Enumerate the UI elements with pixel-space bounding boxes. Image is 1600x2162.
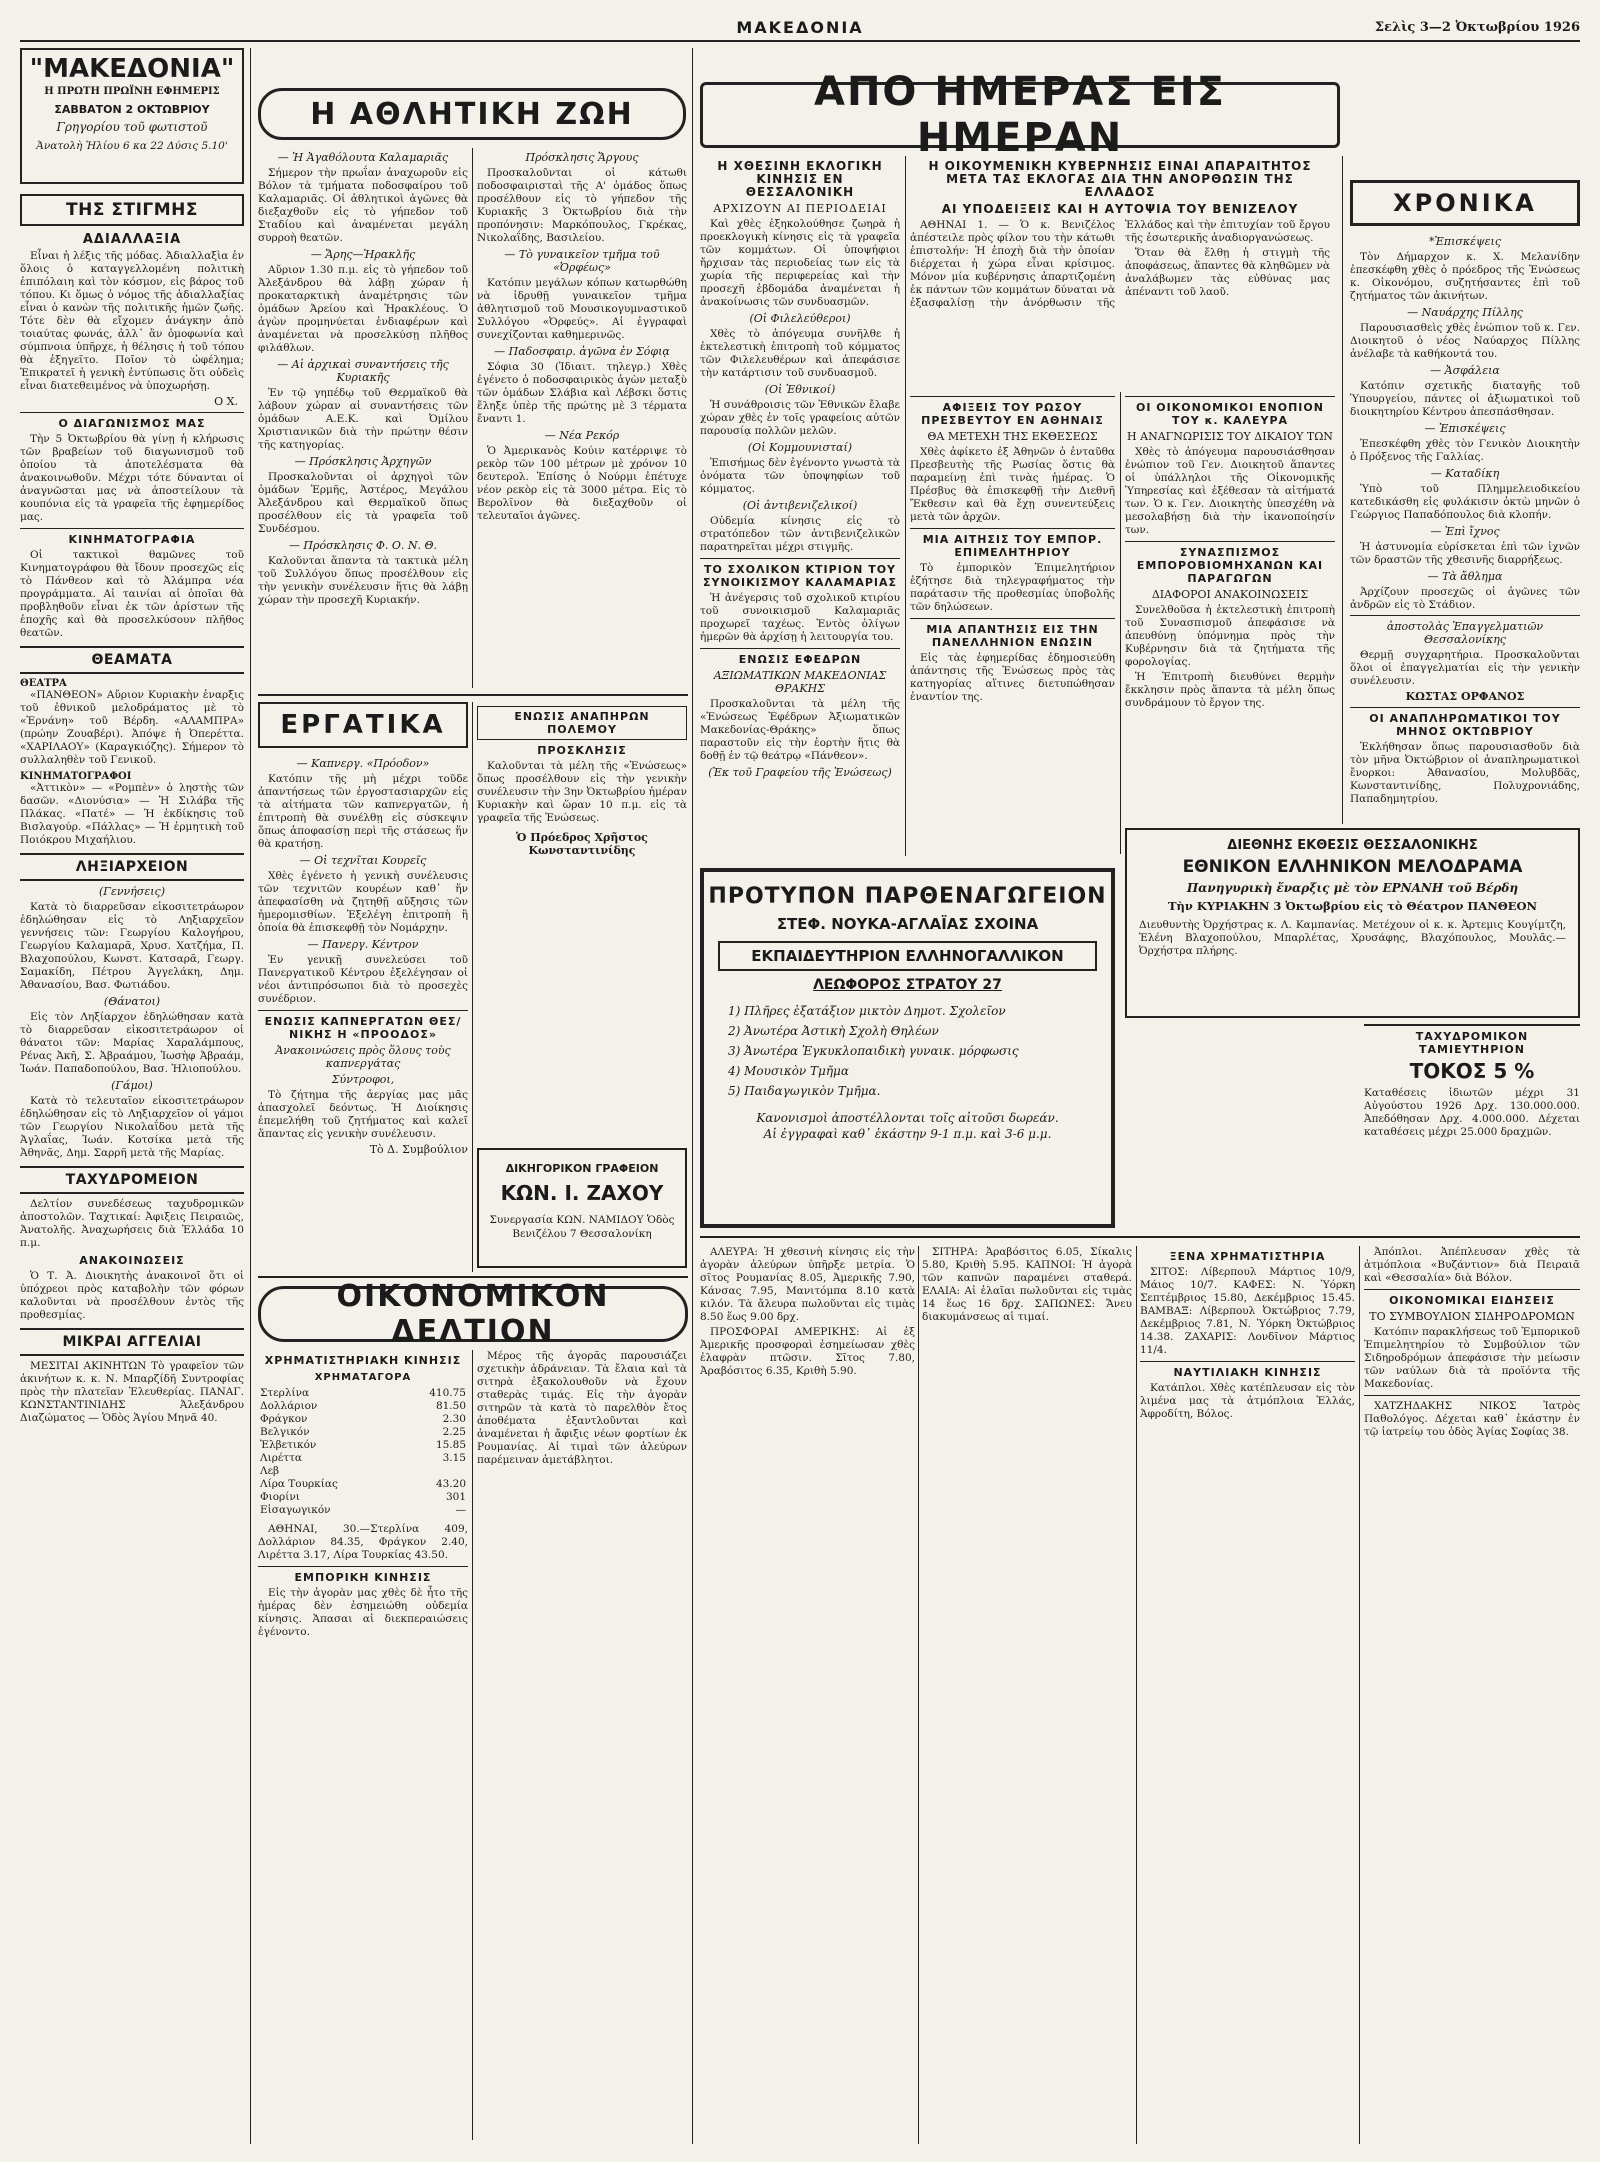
mid-col-3 (910, 392, 1115, 854)
currency-value: 43.20 (435, 1478, 466, 1490)
kinimatografia-heading: ΚΙΝΗΜΑΤΟΓΡΑΦΙΑ (20, 528, 244, 546)
opera-ad-text: Διευθυντὴς Ὀρχήστρας κ. Λ. Καμπανίας. Μετέχουν οἱ κ. κ. Ἀρτεμις Κουγίμτζη, Ἑλένη Βλαχοπούλου, Μπαρλέτας, Χρυσάφης, Βλαχόπουλος, Μουλᾶς.— Ὀρχήστρα πλήρης. (1139, 919, 1566, 957)
ergatika-col (258, 754, 468, 1156)
currency-value: 15.85 (435, 1439, 466, 1451)
chronika-item-heading: — Καταδίκη (1430, 467, 1500, 480)
oikonomikon-header (258, 1279, 688, 1349)
party-text: Οὐδεμία κίνησις εἰς τὸ στρατόπεδον τῶν ἀντιβενιζελικῶν παρατηρεῖται μέχρι στιγμῆς. (700, 515, 900, 553)
chronika-item-5 (1350, 467, 1580, 522)
sports-item-heading: — Νέα Ρεκόρ (544, 429, 620, 442)
venizelos-heading: Η ΟΙΚΟΥΜΕΝΙΚΗ ΚΥΒΕΡΝΗΣΙΣ ΕΙΝΑΙ ΑΠΑΡΑΙΤΗΤΟΣ ΜΕΤΑ ΤΑΣ ΕΚΛΟΓΑΣ ΔΙΑ ΤΗΝ ΑΝΟΡΘΩΣΙΝ ΤΗΣ ΕΛΛΑΔΟΣ (928, 159, 1312, 199)
apoploi-text: Ἀπόπλοι. Ἀπέπλευσαν χθὲς τὰ ἀτμόπλοια «Βυζάντιον» διὰ Πειραιᾶ καὶ «Θεσσαλία» διὰ Βόλον. (1364, 1246, 1580, 1284)
tokos-rate: ΤΟΚΟΣ 5 % (1409, 1059, 1535, 1083)
list-item: 4) Μουσικὸν Τμῆμα (728, 1064, 849, 1078)
chronika-item-heading: — Ἀσφάλεια (1430, 364, 1500, 377)
ergatika-item-text: Χθὲς ἐγένετο ἡ γενικὴ συνέλευσις τῶν τεχνιτῶν κουρέων καθ᾽ ἥν ἀπεφασίσθη νὰ ζητηθῇ αὔξησις τῶν ἡμερομισθίων. Ἐξελέγη ἐπιτροπὴ ἣ ὁποία θὰ ἐπισκεφθῇ τὸν Νομάρχην. (258, 870, 468, 934)
currency-value: 3.15 (442, 1452, 466, 1464)
anaplirom-text: Ἐκλήθησαν ὅπως παρουσιασθοῦν διὰ τὸν μῆνα Ὀκτώβριον οἱ ἀναπληρωματικοὶ ἔνορκοι: Ἀθανασίου, Μολυβδᾶς, Κωνσταντινίδης, Πολυχρονιάδης, Παπαδημητρίου. (1350, 741, 1580, 805)
sports-item-3 (258, 358, 468, 452)
section-rule (258, 694, 688, 696)
gamoi-heading: (Γάμοι) (111, 1079, 153, 1092)
chronika-item-6 (1350, 525, 1580, 567)
sports-item-heading: — Ἡ Ἀγαθόλουτα Καλαμαριᾶς (277, 151, 449, 164)
tokos-box (1364, 1024, 1580, 1230)
table-row (258, 1491, 468, 1504)
party-heading: (Οἱ Κομμουνισταί) (747, 441, 853, 454)
ergatika-header (258, 702, 468, 748)
chronika-item-2 (1350, 306, 1580, 361)
epaggelmatiai-sign: ΚΩΣΤΑΣ ΟΡΦΑΝΟΣ (1405, 690, 1525, 703)
stigmis-header: ΤΗΣ ΣΤΙΓΜΗΣ (20, 194, 244, 226)
zaxou-ad-name: ΚΩΝ. Ι. ΖΑΧΟΥ (500, 1181, 664, 1205)
enosis-kapnergaton-text: Τὸ ζήτημα τῆς ἀεργίας μας μᾶς ἀπασχολεῖ δεόντως. Ἡ Διοίκησις ἐπεμελήθη τοῦ ζητήματος καὶ καλεῖ ἅπαντας εἰς γενικὴν συνέλευσιν. (258, 1089, 468, 1140)
list-item: 5) Παιδαγωγικὸν Τμῆμα. (728, 1084, 881, 1098)
oikonomikai-eidiseis-heading: ΟΙΚΟΝΟΜΙΚΑΙ ΕΙΔΗΣΕΙΣ (1364, 1289, 1580, 1307)
currency-value (398, 1465, 468, 1478)
sports-item-text: Προσκαλοῦνται οἱ κάτωθι ποδοσφαιρισταὶ τῆς Α' ὁμάδος ὅπως προσέλθουν εἰς τὸ γήπεδον τῆς Κυριακῆς 3 Ὀκτωβρίου διὰ τὴν προπόνησιν: Μαρκόπουλος, Γκρέκας, Νικολαΐδης, Βασιλείου. (477, 167, 687, 244)
kinimatografia-text: Οἱ τακτικοὶ θαμῶνες τοῦ Κινηματογράφου θὰ ἴδουν προσεχῶς εἰς τὸ Πάνθεον καὶ τὸ Ἀλάμπρα νέα προγράμματα. Αἱ ταινίαι αἱ ὁποῖαι θὰ προβληθοῦν εἶναι ἐκ τῶν ἀρίστων τῆς ἐποχῆς καὶ θὰ προσελκύσουν πλῆθος θεατῶν. (20, 549, 244, 639)
sports-item-text: Σόφια 30 (Ἰδιαιτ. τηλεγρ.) Χθὲς ἐγένετο ὁ ποδοσφαιρικὸς ἀγὼν μεταξὺ τῶν ὁμάδων Σλάβια καὶ Λέβσκι ὅστις ἔληξε ὑπὲρ τῆς πρώτης μὲ 3 τέρματα ἔναντι 1. (477, 361, 687, 425)
apantisis-text: Εἰς τὰς ἐφημερίδας ἐδημοσιεύθη ἀπάντησις τῆς Ἑνώσεως πρὸς τὰς κατηγορίας αἵτινες διετυπώθησαν ἐναντίον της. (910, 652, 1115, 703)
currency-name: Φιορίνι (260, 1491, 300, 1503)
sidirodromon-sub: ΤΟ ΣΥΜΒΟΥΛΙΟΝ ΣΙΔΗΡΟΔΡΟΜΩΝ (1369, 1310, 1575, 1323)
ergatika-item-text: Ἐν γενικῇ συνελεύσει τοῦ Πανεργατικοῦ Κέντρου ἐξελέγησαν οἱ νέοι ἀντιπρόσωποι διὰ τὸ προσεχὲς συνέδριον. (258, 954, 468, 1005)
currency-name: Δολλάριον (260, 1400, 318, 1412)
athens-exchange-text: ΑΘΗΝΑΙ, 30.—Στερλίνα 409, Δολλάριον 84.35, Φράγκον 2.40, Λιρέττα 3.17, Λίρα Τουρκίας 43.50. (258, 1523, 468, 1561)
rosos-heading: ΑΦΙΞΕΙΣ ΤΟΥ ΡΩΣΟΥ ΠΡΕΣΒΕΥΤΟΥ ΕΝ ΑΘΗΝΑΙΣ (910, 396, 1115, 427)
ergatika-item-2 (258, 854, 468, 935)
banner-title: ΑΠΟ ΗΜΕΡΑΣ ΕΙΣ ΗΜΕΡΑΝ (813, 69, 1227, 161)
column-rule (692, 48, 693, 2144)
oikonomikon-col-1 (258, 1350, 468, 2140)
party-heading: (Οἱ Ἐθνικοί) (764, 383, 836, 396)
party-text: Χθὲς τὸ ἀπόγευμα συνῆλθε ἡ ἐκτελεστικὴ ἐπιτροπὴ τοῦ κόμματος τῶν Φιλελευθέρων καὶ ἀπεφάσισε τὴν κατάρτισιν τοῦ συνδυασμοῦ. (700, 328, 900, 379)
chrimatistiriaki-heading: ΧΡΗΜΑΤΙΣΤΗΡΙΑΚΗ ΚΙΝΗΣΙΣ (264, 1354, 462, 1367)
aitisis-heading: ΜΙΑ ΑΙΤΗΣΙΣ ΤΟΥ ΕΜΠΟΡ. ΕΠΙΜΕΛΗΤΗΡΙΟΥ (910, 528, 1115, 559)
epaggelmatiai-heading: ἀποστολὰς Ἐπαγγελματιῶν Θεσσαλονίκης (1350, 615, 1580, 646)
sports-item-heading: — Τὸ γυναικεῖον τμῆμα τοῦ «Ὀρφέως» (504, 248, 660, 274)
chronika-header (1350, 180, 1580, 226)
kalamaria-heading: ΤΟ ΣΧΟΛΙΚΟΝ ΚΤΙΡΙΟΝ ΤΟΥ ΣΥΝΟΙΚΙΣΜΟΥ ΚΑΛΑΜΑΡΙΑΣ (700, 558, 900, 589)
lixiarxeion-header: ΛΗΞΙΑΡΧΕΙΟΝ (20, 853, 244, 881)
ergatika-item-3 (258, 938, 468, 1006)
election-text: Καὶ χθὲς ἐξηκολούθησε ζωηρὰ ἡ προεκλογικὴ κίνησις εἰς τὰ γραφεῖα τῶν κομμάτων. Οἱ ὑποψήφιοι ἤρχισαν τὰς περιοδείας των εἰς τὰ χωρία τῆς περιφερείας καὶ τὴν προσεχῆ ἑβδομάδα ἀναμένεται ἡ ἀνακοίνωσις τῶν συνδυασμῶν. (700, 218, 900, 308)
party-heading: (Οἱ ἀντιβενιζελικοί) (742, 499, 858, 512)
sports-item-heading: — Ἄρης—Ἡρακλῆς (310, 248, 416, 261)
mid-col-2 (910, 156, 1330, 386)
currency-value: 301 (445, 1491, 466, 1503)
chronika-item-text: Παρουσιασθεὶς χθὲς ἐνώπιον τοῦ κ. Γεν. Διοικητοῦ ὁ νέος Ναύαρχος Πίλλης ἀνέλαβε τὰ καθήκοντά του. (1350, 322, 1580, 360)
nautiliaki-text: Κατάπλοι. Χθὲς κατέπλευσαν εἰς τὸν λιμένα μας τὰ ἀτμόπλοια Ἑλλάς, Ἀφροδίτη, Βόλος. (1140, 1382, 1355, 1420)
list-item: 1) Πλῆρες ἑξατάξιον μικτὸν Δημοτ. Σχολεῖον (728, 1004, 1006, 1018)
doctor-ad: ΧΑΤΖΗΔΑΚΗΣ ΝΙΚΟΣ Ἰατρὸς Παθολόγος. Δέχεται καθ᾽ ἑκάστην ἐν τῷ ἰατρείῳ του ὁδὸς Ἁγίας Σοφίας 38. (1364, 1395, 1580, 1439)
section-rule (258, 1276, 688, 1278)
oikonomikon-col-2 (477, 1350, 687, 2140)
sitira-text: ΣΙΤΗΡΑ: Ἀραβόσιτος 6.05, Σίκαλις 5.80, Κριθὴ 5.95. ΚΑΠΝΟΙ: Ἡ ἀγορὰ τῶν καπνῶν παραμένει σταθερά. ΕΛΑΙΑ: Αἱ ἐλαῖαι πωλοῦνται εἰς τιμὰς 14 ἕως 16 δρχ. ΣΑΠΩΝΕΣ: Ἄνευ διακυμάνσεως αἱ τιμαί. (922, 1246, 1132, 1323)
theatra-text: «ΠΑΝΘΕΟΝ» Αὔριον Κυριακὴν ἐναρξις τοῦ ἐθνικοῦ μελοδράματος μὲ τὸ «Ἐρνάνη» τοῦ Βέρδη. «ΑΛΑΜΠΡΑ» (πρώην Ζουαβέρι). Ἀπόψε ἡ Ὀπερέττα. «ΧΑΡΙΛΑΟΥ» (Καραγκιόζης). Σήμερον τὸ συλλαληθὲν τοῦ Γενικοῦ. (20, 689, 244, 766)
currency-name: Ἐλβετικόν (260, 1439, 317, 1451)
list-item: 2) Ἀνωτέρα Ἀστικὴ Σχολὴ Θηλέων (728, 1024, 939, 1038)
currency-name: Βελγικόν (260, 1426, 310, 1438)
enosis-kapnergaton-sub: Ἀνακοινώσεις πρὸς ὅλους τοὺς καπνεργάτας (275, 1044, 451, 1070)
enosis-anapiron-sub: ΠΡΟΣΚΛΗΣΙΣ (537, 744, 627, 757)
chronika-item-heading: — Ἐπισκέψεις (1424, 422, 1506, 435)
market-commentary: Μέρος τῆς ἀγορᾶς παρουσιάζει σχετικὴν ἀδράνειαν. Τὰ ἔλαια καὶ τὰ σιτηρὰ ἐξακολουθοῦν νὰ ἔχουν σταθερὰς τιμάς. Εἰς τὴν ἀγορὰν σιτηρῶν τὰ κατὰ τὸ παρελθὸν ἔτος ἀποθέματα ἐξαντλοῦνται καὶ ἀναμένεται ἡ ἄφιξις νέων φορτίων ἐκ Ρουμανίας. Αἱ τιμαὶ τῶν ἀλεύρων παρέμειναν ἀμετάβλητοι. (477, 1350, 687, 1466)
school-ad-list (708, 993, 1107, 1101)
sidirodromon-text: Κατόπιν παρακλήσεως τοῦ Ἐμπορικοῦ Ἐπιμελητηρίου τὸ Συμβούλιον τῶν Σιδηροδρόμων ἀπεφάσισε τὴν μείωσιν τῶν ναύλων διὰ τὰ προϊόντα τῆς Μακεδονίας. (1364, 1326, 1580, 1390)
election-heading: Η ΧΘΕΣΙΝΗ ΕΚΛΟΓΙΚΗ ΚΙΝΗΣΙΣ ΕΝ ΘΕΣΣΑΛΟΝΙΚΗ (717, 159, 883, 199)
tokos-text: Καταθέσεις ἰδιωτῶν μέχρι 31 Αὐγούστου 1926 Δρχ. 130.000.000. Ἀπεδόθησαν Δρχ. 4.000.000. Δέχεται καταθέσεις μέχρι 25.000 δραχμῶν. (1364, 1087, 1580, 1138)
sports-item-6 (477, 151, 687, 245)
enosis-kapnergaton-greeting: Σύντροφοι, (331, 1073, 395, 1086)
kalamaria-text: Ἡ ἀνέγερσις τοῦ σχολικοῦ κτιρίου τοῦ συνοικισμοῦ Καλαμαριᾶς προχωρεῖ ταχέως. Ἐντὸς ὀλίγων ἡμερῶν θὰ ἀρχίσῃ ἡ λειτουργία του. (700, 592, 900, 643)
chronika-item-3 (1350, 364, 1580, 419)
sports-item-text: Καλοῦνται ἅπαντα τὰ τακτικὰ μέλη τοῦ Συλλόγου ὅπως προσέλθουν εἰς τὴν γενικὴν συνέλευσιν ἥτις θὰ λάβῃ χώραν τὴν προσεχῆ Κυριακήν. (258, 555, 468, 606)
masthead-rule (20, 40, 1580, 42)
market-col-1 (700, 1246, 915, 2146)
aitisis-text: Τὸ ἐμπορικὸν Ἐπιμελητήριον ἐζήτησε διὰ τηλεγραφήματος τὴν παράτασιν τῆς προθεσμίας ὑποβολῆς τῶν δηλώσεων. (910, 562, 1115, 613)
mid-col-1 (700, 156, 900, 856)
column-rule (1342, 156, 1343, 824)
zaxou-ad-pre: ΔΙΚΗΓΟΡΙΚΟΝ ΓΡΑΦΕΙΟΝ (505, 1162, 659, 1175)
page-date: Σελὶς 3—2 Ὀκτωβρίου 1926 (1374, 20, 1580, 35)
currency-value: 410.75 (429, 1387, 466, 1399)
table-row (258, 1426, 468, 1439)
ergatika-item-1 (258, 757, 468, 851)
sports-item-2 (258, 248, 468, 355)
geniseis-heading: (Γεννήσεις) (99, 885, 165, 898)
chronika-item-4 (1350, 422, 1580, 464)
sports-item-heading: — Πρόσκλησις Ἀρχηγῶν (294, 455, 432, 468)
efedron-sign: (Ἐκ τοῦ Γραφείου τῆς Ἑνώσεως) (708, 766, 892, 779)
sports-item-text: Ἐν τῷ γηπέδῳ τοῦ Θερμαϊκοῦ θὰ λάβουν χώραν αἱ συναντήσεις τῶν ὁμάδων Α.Ε.Κ. καὶ Ὀμίλου Χριστιανικῶν διὰ τὴν πρώτην θέσιν τῆς κατηγορίας. (258, 387, 468, 451)
column-rule (918, 1246, 919, 2144)
chronika-item-1 (1350, 235, 1580, 303)
ergatika-title: ΕΡΓΑΤΙΚΑ (280, 710, 446, 740)
mikrai-text: ΜΕΣΙΤΑΙ ΑΚΙΝΗΤΩΝ Τὸ γραφεῖον τῶν ἀκινήτων κ. κ. Ν. Μπαρζίδῆ Συντροφίας πρὸς τὴν πλατεῖαν Ἐλευθερίας. ΠΑΝΑΓ. ΚΩΝΣΤΑΝΤΙΝΙΔΗΣ Ἀλεξάνδρου Διαζώματος — Ὁδὸς Ἁγίου Μηνᾶ 40. (20, 1360, 244, 1424)
enosis-kapnergaton-heading: ΕΝΩΣΙΣ ΚΑΠΝΕΡΓΑΤΩΝ ΘΕΣ/ΝΙΚΗΣ Η «ΠΡΟΟΔΟΣ» (258, 1010, 468, 1041)
chronika-item-heading: — Ἐπὶ ἴχνος (1430, 525, 1500, 538)
tokos-heading: ΤΑΧΥΔΡΟΜΙΚΟΝ ΤΑΜΙΕΥΤΗΡΙΟΝ (1415, 1030, 1529, 1056)
currency-value: — (455, 1504, 466, 1516)
anakoinoseis-text: Ὁ Τ. Ἀ. Διοικητὴς ἀνακοινοῖ ὅτι οἱ ὑπόχρεοι πρὸς καταβολὴν τῶν φόρων καλοῦνται νὰ προσέλθουν ἐντὸς τῆς προθεσμίας. (20, 1270, 244, 1321)
efedron-text: Προσκαλοῦνται τὰ μέλη τῆς «Ἑνώσεως Ἐφέδρων Ἀξιωματικῶν Μακεδονίας-Θράκης» ὅπως παραστοῦν εἰς τὴν ἑορτὴν ἥτις θὰ δοθῇ ἐν τῷ θεάτρῳ «Πάνθεον». (700, 698, 900, 762)
sports-title: Η ΑΘΛΗΤΙΚΗ ΖΩΗ (310, 96, 634, 132)
column-rule (905, 156, 906, 856)
mikrai-header: ΜΙΚΡΑΙ ΑΓΓΕΛΙΑΙ (20, 1328, 244, 1356)
table-row (258, 1504, 468, 1517)
anaplirom-heading: ΟΙ ΑΝΑΠΛΗΡΩΜΑΤΙΚΟΙ ΤΟΥ ΜΗΝΟΣ ΟΚΤΩΒΡΙΟΥ (1350, 707, 1580, 738)
currency-value: 2.30 (442, 1413, 466, 1425)
xena-text: ΣΙΤΟΣ: Λίβερπουλ Μάρτιος 10/9, Μάιος 10/7. ΚΑΦΕΣ: Ν. Ὑόρκη Σεπτέμβριος 15.80, Δεκέμβριος 15.45. ΒΑΜΒΑΞ: Λίβερπουλ Ὀκτώβριος 7.79, Δεκέμβριος 7.81, Ν. Ὑόρκη Ὀκτώβριος 14.38. ΖΑΧΑΡΙΣ: Λονδῖνον Μάρτιος 11/4. (1140, 1266, 1355, 1356)
table-row (258, 1413, 468, 1426)
currency-name: Φράγκον (260, 1413, 308, 1425)
enosis-anapiron-text: Καλοῦνται τὰ μέλη τῆς «Ἑνώσεως» ὅπως προσέλθουν εἰς τὴν γενικὴν συνέλευσιν τὴν 3ην Ὀκτωβρίου ἡμέραν Κυριακὴν καὶ ὥραν 10 π.μ. εἰς τὰ γραφεῖα τῆς Ἑνώσεως. (477, 760, 687, 824)
chronika-item-heading: — Τὰ ἄθλημα (1427, 570, 1503, 583)
column-rule (1359, 1246, 1360, 2144)
theamata-header: ΘΕΑΜΑΤΑ (20, 646, 244, 674)
gamoi-text: Κατὰ τὸ τελευταῖον εἰκοσιτετράωρον ἐδηλώθησαν εἰς τὸ Ληξιαρχεῖον οἱ γάμοι τῶν Γεωργίου Νικολαΐδου μετὰ τῆς Ἀγλαΐας, Ἰωάν. Κοτσίκα μετὰ τῆς Ἀθηνᾶς, Δημ. Σαρρῆ μετὰ τῆς Μαρίας. (20, 1095, 244, 1159)
currency-value: 2.25 (442, 1426, 466, 1438)
venizelos-sub: ΑΙ ΥΠΟΔΕΙΞΕΙΣ ΚΑΙ Η ΑΥΤΟΨΙΑ ΤΟΥ ΒΕΝΙΖΕΛΟΥ (941, 202, 1299, 216)
table-row (258, 1439, 468, 1452)
oikonomikoi-sub: Η ΑΝΑΓΝΩΡΙΣΙΣ ΤΟΥ ΔΙΚΑΙΟΥ ΤΩΝ (1127, 430, 1333, 443)
chronika-item-text: Τὸν Δήμαρχον κ. Χ. Μελανίδην ἐπεσκέφθη χθὲς ὁ πρόεδρος τῆς Ἑνώσεως κ. Οἰκονόμου, συζητήσαντες ἐπὶ τοῦ ζητήματος τῶν ἀκινήτων. (1350, 251, 1580, 302)
party-text: Ἐπισήμως δὲν ἐγένοντο γνωστὰ τὰ ὀνόματα τῶν ὑποψηφίων τοῦ κόμματος. (700, 457, 900, 495)
chronika-item-text: Ἀρχίζουν προσεχῶς οἱ ἀγῶνες τῶν ἀνδρῶν εἰς τὸ Στάδιον. (1350, 586, 1580, 611)
list-item: 3) Ἀνωτέρα Ἐγκυκλοπαιδικὴ γυναικ. μόρφωσις (728, 1044, 1019, 1058)
chronika-title: ΧΡΟΝΙΚΑ (1393, 189, 1537, 217)
table-row (258, 1465, 468, 1478)
ear-saint: Γρηγορίου τοῦ φωτιστοῦ (56, 120, 208, 134)
synaspismos-heading: ΣΥΝΑΣΠΙΣΜΟΣ ΕΜΠΟΡΟΒΙΟΜΗΧΑΝΩΝ ΚΑΙ ΠΑΡΑΓΩΓΩΝ (1125, 541, 1335, 585)
ear-subtitle: Η ΠΡΩΤΗ ΠΡΩΪΝΗ ΕΦΗΜΕΡΙΣ (44, 86, 220, 97)
enosis-anapiron (477, 702, 687, 1142)
taxydromeion-header: ΤΑΧΥΔΡΟΜΕΙΟΝ (20, 1166, 244, 1194)
synaspismos-text-2: Ἡ Ἐπιτροπὴ διευθύνει θερμὴν ἔκκλησιν πρὸς ἅπαντα τὰ μέλη ὅπως συνδράμουν τὸ ἔργον της. (1125, 671, 1335, 709)
currency-name: Λεβ (260, 1465, 280, 1477)
opera-ad (1125, 828, 1580, 1018)
table-row (258, 1400, 468, 1413)
rosos-sub: ΘΑ ΜΕΤΕΧΗ ΤΗΣ ΕΚΘΕΣΕΩΣ (927, 430, 1098, 443)
synaspismos-sub: ΔΙΑΦΟΡΟΙ ΑΝΑΚΟΙΝΩΣΕΙΣ (1151, 588, 1309, 601)
chronika-item-text: Ἡ ἀστυνομία εὑρίσκεται ἐπὶ τῶν ἰχνῶν τῶν δραστῶν τῆς χθεσινῆς διαρρήξεως. (1350, 541, 1580, 566)
venizelos-text: ΑΘΗΝΑΙ 1. — Ὁ κ. Βενιζέλος ἀπέστειλε πρὸς φίλον του τὴν κάτωθι ἐπιστολήν: Ἡ ἐποχὴ διὰ τὴν ὁποίαν διέρχεται ἡ χώρα εἶναι κρίσιμος. Μόνον μία κυβέρνησις ἀπαρτιζομένη ἐκ πάντων τῶν κομμάτων δύναται νὰ ἐξασφαλίσῃ τὴν ἀνόρθωσιν τῆς Ἑλλάδος καὶ τὴν ἐπιτυχίαν τοῦ ἔργου τῆς ἐσωτερικῆς ἀναδιοργανώσεως. (910, 219, 1330, 309)
sports-item-text: Αὔριον 1.30 π.μ. εἰς τὸ γήπεδον τοῦ Ἀλεξάνδρου θὰ λάβῃ χώραν ἡ προκαταρκτικὴ ἀναμέτρησις τῶν ὁμάδων Ἀρείου καὶ Ἡρακλέους. Ὁ ἀγὼν προμηνύεται ἐνδιαφέρων καὶ ἀναμένεται νὰ προσελκύσῃ πλῆθος φιλάθλων. (258, 264, 468, 354)
opera-ad-line-3: Πανηγυρικὴ ἔναρξις μὲ τὸν ΕΡΝΑΝΗ τοῦ Βέρδη (1186, 881, 1519, 895)
opera-ad-line-4: Τὴν ΚΥΡΙΑΚΗΝ 3 Ὀκτωβρίου εἰς τὸ Θέατρον ΠΑΝΘΕΟΝ (1167, 899, 1538, 913)
currency-value: 81.50 (435, 1400, 466, 1412)
enosis-kapnergaton-sign: Τὸ Δ. Συμβούλιον (369, 1143, 468, 1156)
ergatika-item-heading: — Καπνεργ. «Πρόοδον» (296, 757, 430, 770)
ear-title: "ΜΑΚΕΔΟΝΙΑ" (29, 54, 235, 84)
column-rule (1136, 1246, 1137, 2144)
adiallaxia-text: Εἶναι ἡ λέξις τῆς μόδας. Ἀδιαλλαξὶα ἐν ὅλοις ὁ καταγγελλομένη πολιτικὴ ἐπιπόλαιη καὶ τὸν κόσμον, εἰς βάρος τοῦ τόπου. Κι ὅμως ὁ νόμος τῆς ἀδιαλλαξίας εἶναι ὁ κανὼν τῆς πολιτικῆς ἡμῶν ζωῆς. Τότε δὲν θὰ εἴχομεν ἀνάγκην ἀπὸ τοιαύτας φωνάς, ἀλλ᾽ ἂν ὁμοφωνία καὶ σύμπνοια ὑπῆρχε, ἡ θέλησις ἡ τοῦ τόπου θὰ ἐξηγεῖτο. Ποῖον τὸ ὠφέλημα; Ἐπικρατεῖ ἡ γενικὴ ἐντύπωσις ὅτι οὐδεὶς εἶναι διατεθειμένος νὰ ὑποχωρήσῃ. (20, 250, 244, 392)
ergatika-item-heading: — Οἱ τεχνῖται Κουρεῖς (299, 854, 427, 867)
sports-item-heading: — Πρόσκλησις Φ. Ο. Ν. Θ. (288, 539, 438, 552)
rosos-text: Χθὲς ἀφίκετο ἐξ Ἀθηνῶν ὁ ἐνταῦθα Πρεσβευτὴς τῆς Ρωσίας ὅστις θὰ παραμείνῃ ἐπὶ τινὰς ἡμέρας. Ὁ Πρέσβυς θὰ ἐπισκεφθῇ τὴν Διεθνῆ Ἔκθεσιν καὶ θὰ ἔχῃ συνεντεύξεις μετὰ τῶν ἀρχῶν. (910, 446, 1115, 523)
anakoinoseis-heading: ΑΝΑΚΟΙΝΩΣΕΙΣ (79, 1254, 185, 1267)
column-rule (1120, 392, 1121, 854)
currency-name: Στερλίνα (260, 1387, 310, 1399)
kinimatografoi-label: ΚΙΝΗΜΑΤΟΓΡΑΦΟΙ (20, 771, 132, 782)
school-ad-title: ΠΡΟΤΥΠΟΝ ΠΑΡΘΕΝΑΓΩΓΕΙΟΝ (708, 884, 1107, 909)
school-ad-address: ΛΕΩΦΟΡΟΣ ΣΤΡΑΤΟΥ 27 (813, 977, 1002, 993)
efedron-sub: ΑΞΙΩΜΑΤΙΚΩΝ ΜΑΚΕΔΟΝΙΑΣ ΘΡΑΚΗΣ (713, 669, 887, 695)
market-col-2 (922, 1246, 1132, 2146)
geniseis-text: Κατὰ τὸ διαρρεῦσαν εἰκοσιτετράωρον ἐδηλώθησαν εἰς τὸ Ληξιαρχεῖον γεννήσεις τῶν: Γεωργίου Καλογήρου, Γεωργίου Καλαμαρᾶ, Χρυσ. Χατζήμα, Π. Βλαχοπούλου, Κωνστ. Κατσαρᾶ, Γεωργ. Σαμακίδη, Πέτρου Ἀγγελάκη, Δημ. Ἀθανασίου, Βασ. Φωτιάδου. (20, 901, 244, 991)
enosis-anapiron-heading: ΕΝΩΣΙΣ ΑΝΑΠΗΡΩΝ ΠΟΛΕΜΟΥ (477, 706, 687, 740)
sports-item-text: Σήμερον τὴν πρωΐαν ἀναχωροῦν εἰς Βόλον τὰ τμήματα ποδοσφαίρου τοῦ Καλαμαριᾶς. Οἱ ἀθλητικοὶ ἀγῶνες θὰ διεξαχθοῦν εἰς τὸ γήπεδον τοῦ Σταδίου καὶ ἀναμένεται μεγάλη συρροὴ θεατῶν. (258, 167, 468, 244)
oikonomikoi-heading: ΟΙ ΟΙΚΟΝΟΜΙΚΟΙ ΕΝΟΠΙΟΝ ΤΟΥ κ. ΚΑΛΕΥΡΑ (1125, 396, 1335, 427)
sports-item-heading: — Παδοσφαιρ. ἀγῶνα ἐν Σόφιᾳ (494, 345, 670, 358)
currency-name: Λιρέττα (260, 1452, 303, 1464)
diagonismos-heading: Ο ΔΙΑΓΩΝΙΣΜΟΣ ΜΑΣ (20, 412, 244, 430)
thanatoi-text: Εἰς τὸν Ληξίαρχον ἐδηλώθησαν κατὰ τὸ διαρρεῦσαν εἰκοσιτετράωρον οἱ θάνατοι τῶν: Μαρίας Χαραλάμπους, Ρένας Ἀκῆ, Σ. Ἀβραάμου, Ἰωσὴφ Ἀβραάμ, Ἰωάν. Παπαδοπούλου, Βασ. Ἠλιοπούλου. (20, 1011, 244, 1075)
sports-item-text: Κατόπιν μεγάλων κόπων κατωρθώθη νὰ ἱδρυθῇ γυναικεῖον τμῆμα ἀθλητισμοῦ τοῦ Μουσικογυμναστικοῦ Συλλόγου «Ὀρφεύς». Αἱ ἐγγραφαὶ συνεχίζονται καθημερινῶς. (477, 277, 687, 341)
chronika-item-7 (1350, 570, 1580, 612)
sports-item-heading: — Αἱ ἀρχικαὶ συναντήσεις τῆς Κυριακῆς (277, 358, 449, 384)
sports-item-1 (258, 151, 468, 245)
school-ad-sub: ΣΤΕΦ. ΝΟΥΚΑ-ΑΓΛΑΪΑΣ ΣΧΟΙΝΑ (776, 915, 1039, 933)
taxydromeion-text: Δελτίον συνεδέσεως ταχυδρομικῶν ἀποστολῶν. Ταχτικαί: Ἀφιξεις Πειραιῶς, Ἀνατολῆς. Ἀναχωρήσεις διὰ Ἑλλάδα 10 π.μ. (20, 1198, 244, 1249)
currency-name: Λίρα Τουρκίας (260, 1478, 338, 1490)
zaxou-ad-text: Συνεργασία ΚΩΝ. ΝΑΜΙΔΟΥ Ὁδὸς Βενιζέλου 7 Θεσσαλονίκη (489, 1214, 675, 1240)
thanatoi-heading: (Θάνατοι) (103, 995, 161, 1008)
column-rule (472, 1350, 473, 2140)
chronika-item-heading: — Ναυάρχης Πίλλης (1407, 306, 1523, 319)
column-rule (472, 148, 473, 688)
chrimatagora-heading: ΧΡΗΜΑΤΑΓΟΡΑ (314, 1372, 412, 1383)
left-column (20, 194, 244, 2144)
sports-item-7 (477, 248, 687, 342)
school-ad (700, 868, 1115, 1228)
ergatika-item-text: Κατόπιν τῆς μὴ μέχρι τοῦδε ἀπαντήσεως τῶν ἐργοστασιαρχῶν εἰς τὰ αἰτήματα τῶν καπνεργατῶν, ἡ ἐπιτροπὴ θὰ συνέλθῃ εἰς σύσκεψιν ὅπως ἀποφασίσῃ περὶ τῆς στάσεως ἥν θὰ κρατήσῃ. (258, 773, 468, 850)
sports-item-heading: Πρόσκλησις Ἄργους (525, 151, 639, 164)
table-row (258, 1387, 468, 1400)
ergatika-item-heading: — Πανεργ. Κέντρον (307, 938, 419, 951)
enosis-anapiron-sign: Ὁ Πρόεδρος Χρῆστος Κωνσταντινίδης (516, 831, 648, 857)
diagonismos-text: Τὴν 5 Ὀκτωβρίου θὰ γίνῃ ἡ κλήρωσις τῶν βραβείων τοῦ διαγωνισμοῦ τοῦ ὁποίου τὰ ἀποτελέσματα θὰ ἀνακοινωθοῦν. Μέχρι τότε δύνανται οἱ ἀναγνῶσται μας νὰ ἀποστείλουν τὰ κουπόνια εἰς τὰ γραφεῖα τῆς ἐφημερίδος μας. (20, 433, 244, 523)
sports-item-9 (477, 429, 687, 523)
school-ad-footer-1: Κανονισμοὶ ἀποστέλλονται τοῖς αἰτοῦσι δωρεάν. (756, 1111, 1059, 1125)
signature: Ο Χ. (214, 395, 238, 408)
sports-item-text: Προσκαλοῦνται οἱ ἀρχηγοὶ τῶν ὁμάδων Ἑρμῆς, Ἀστέρος, Μεγάλου Ἀλεξάνδρου καὶ Θερμαϊκοῦ ὅπως προσέλθουν εἰς τὰ γραφεῖα τοῦ Συνδέσμου. (258, 471, 468, 535)
sports-item-4 (258, 455, 468, 536)
emporiki-text: Εἰς τὴν ἀγορὰν μας χθὲς δὲ ἦτο τῆς ἡμέρας δὲν ἐσημειώθη οὐδεμία κίνησις. Ἁπασαι αἱ διεκπεραιώσεις ἐγένοντο. (258, 1587, 468, 1638)
oikonomikoi-text: Χθὲς τὸ ἀπόγευμα παρουσιάσθησαν ἐνώπιον τοῦ Γεν. Διοικητοῦ ἅπαντες οἱ ὑπάλληλοι τῆς Οἰκονομικῆς Ὑπηρεσίας καὶ ἐξέθεσαν τὰ αἰτήματά των. Ὁ κ. Γεν. Διοικητὴς ὑπεσχέθη νὰ μεσολαβήσῃ διὰ τὴν ἱκανοποίησίν των. (1125, 446, 1335, 536)
ear-box (20, 48, 244, 184)
table-row (258, 1452, 468, 1465)
chronika-item-heading: *Ἐπισκέψεις (1428, 235, 1502, 248)
opera-ad-line-1: ΔΙΕΘΝΗΣ ΕΚΘΕΣΙΣ ΘΕΣΣΑΛΟΝΙΚΗΣ (1227, 838, 1478, 853)
column-rule (250, 48, 251, 2144)
sports-col-1 (258, 148, 468, 688)
sports-header (258, 88, 686, 140)
currency-name: Εἰσαγωγικόν (260, 1504, 331, 1516)
zaxou-ad (477, 1148, 687, 1268)
column-rule (472, 702, 473, 1272)
opera-ad-line-2: ΕΘΝΙΚΟΝ ΕΛΛΗΝΙΚΟΝ ΜΕΛΟΔΡΑΜΑ (1182, 857, 1523, 877)
election-sub: ΑΡΧΙΖΟΥΝ ΑΙ ΠΕΡΙΟΔΕΙΑΙ (713, 202, 887, 215)
synaspismos-text: Συνελθοῦσα ἡ ἐκτελεστικὴ ἐπιτροπὴ τοῦ Συνασπισμοῦ ἀπεφάσισε νὰ ἀπευθύνῃ ὑπόμνημα πρὸς τὴν Κυβέρνησιν διὰ τὰ ζητήματα τῆς φορολογίας. (1125, 604, 1335, 668)
xena-heading: ΞΕΝΑ ΧΡΗΜΑΤΙΣΤΗΡΙΑ (1169, 1250, 1326, 1263)
venizelos-text-2: Ὅταν θὰ ἔλθῃ ἡ στιγμὴ τῆς ἀποφάσεως, ἅπαντες θὰ κληθῶμεν νὰ ἀναλάβωμεν τὰς εὐθύνας μας ἀπέναντι τοῦ λαοῦ. (1125, 247, 1330, 298)
school-ad-footer-2: Αἱ ἐγγραφαὶ καθ᾽ ἑκάστην 9-1 π.μ. καὶ 3-6 μ.μ. (763, 1127, 1052, 1141)
sports-item-5 (258, 539, 468, 607)
sports-item-8 (477, 345, 687, 426)
efedron-heading: ΕΝΩΣΙΣ ΕΦΕΔΡΩΝ (700, 648, 900, 666)
market-col-3 (1140, 1246, 1355, 2146)
prosfores-text: ΠΡΟΣΦΟΡΑΙ ΑΜΕΡΙΚΗΣ: Αἱ ἐξ Ἀμερικῆς προσφοραὶ ἐσημείωσαν χθὲς ἐλαφρὰν πτῶσιν. Σῖτος 7.80, Ἀραβόσιτος 6.35, Κριθὴ 5.90. (700, 1326, 915, 1377)
theatra-label: ΘΕΑΤΡΑ (20, 678, 67, 689)
table-row (258, 1478, 468, 1491)
section-rule (700, 1236, 1580, 1238)
mid-col-4 (1125, 392, 1335, 822)
sports-item-text: Ὁ Ἀμερικανὸς Κούιν κατέρριψε τὸ ρεκὸρ τῶν 100 μέτρων μὲ χρόνον 10 δευτερολ. Ἐπίσης ὁ Νούρμι ἐπέτυχε νέον ρεκὸρ εἰς τὰ 3000 μέτρα. Εἰς τὸ Βερολῖνον θὰ διεξαχθοῦν οἱ τελευταῖοι ἀγῶνες. (477, 445, 687, 522)
main-banner (700, 69, 1340, 161)
ear-sun: Ἀνατολὴ Ἡλίου 6 κα 22 Δύσις 5.10' (36, 140, 228, 152)
school-ad-box: ΕΚΠΑΙΔΕΥΤΗΡΙΟΝ ΕΛΛΗΝΟΓΑΛΛΙΚΟΝ (718, 941, 1097, 971)
emporiki-heading: ΕΜΠΟΡΙΚΗ ΚΙΝΗΣΙΣ (258, 1566, 468, 1584)
adiallaxia-heading: ΑΔΙΑΛΛΑΞΙΑ (82, 232, 182, 247)
aleura-text: ΑΛΕΥΡΑ: Ἡ χθεσινὴ κίνησις εἰς τὴν ἀγορὰν ἀλεύρων ὑπῆρξε μετρία. Ὁ σῖτος Ρουμανίας 8.05, Ἀμερικῆς 7.90, Κάνσας 7.95, Μανιτόμπα 8.10 κατὰ κιλόν. Τὰ ἄλευρα πωλοῦνται εἰς τιμὰς 8.50 ἕως 9.00 δρχ. (700, 1246, 915, 1323)
chronika-item-text: Κατόπιν σχετικῆς διαταγῆς τοῦ Ὑπουργείου, πάντες οἱ ἀξιωματικοὶ τοῦ διοικητηρίου Κέντρου ἀπεσπάσθησαν. (1350, 380, 1580, 418)
ear-day: ΣΑΒΒΑΤΟΝ 2 ΟΚΤΩΒΡΙΟΥ (54, 103, 210, 116)
party-heading: (Οἱ Φιλελεύθεροι) (749, 312, 851, 325)
market-col-4 (1364, 1246, 1580, 2146)
party-text: Ἡ συνάθροισις τῶν Ἐθνικῶν ἔλαβε χώραν χθὲς ἐν τοῖς γραφείοις αὐτῶν παρουσίᾳ πολλῶν μελῶν. (700, 399, 900, 437)
kinimatografoi-text: «Ἀττικὸν» — «Ρομπὲν» ὁ ληστὴς τῶν δασῶν. «Διονύσια» — Ἡ Σιλάβα τῆς Πλάκας. «Πατέ» — Ἡ ἐκδίκησις τοῦ Βισλαγούρ. «Πάλλας» — Ἡ ἑρμητικὴ τοῦ Ποιόκρου Μιχαήλιου. (20, 782, 244, 846)
chronika-item-text: Ὑπὸ τοῦ Πλημμελειοδικείου κατεδικάσθη εἰς φυλάκισιν ὀκτὼ μηνῶν ὁ Γεώργιος Παπαδόπουλος διὰ κλοπήν. (1350, 483, 1580, 521)
oikonomikon-title: ΟΙΚΟΝΟΜΙΚΟΝ ΔΕΛΤΙΟΝ (336, 1279, 610, 1349)
apantisis-heading: ΜΙΑ ΑΠΑΝΤΗΣΙΣ ΕΙΣ ΤΗΝ ΠΑΝΕΛΛΗΝΙΟΝ ΕΝΩΣΙΝ (910, 618, 1115, 649)
nautiliaki-heading: ΝΑΥΤΙΛΙΑΚΗ ΚΙΝΗΣΙΣ (1140, 1361, 1355, 1379)
chronika-col (1350, 232, 1580, 822)
chronika-item-text: Ἐπεσκέφθη χθὲς τὸν Γενικὸν Διοικητὴν ὁ Πρόξενος τῆς Γαλλίας. (1350, 438, 1580, 463)
newspaper-name: ΜΑΚΕΔΟΝΙΑ (736, 18, 864, 37)
sports-col-2 (477, 148, 687, 688)
exchange-table (258, 1387, 468, 1517)
epaggelmatiai-text: Θερμῇ συγχαρητήρια. Προσκαλοῦνται ὅλοι οἱ ἐπαγγελματίαι εἰς τὴν γενικὴν συνέλευσιν. (1350, 649, 1580, 687)
